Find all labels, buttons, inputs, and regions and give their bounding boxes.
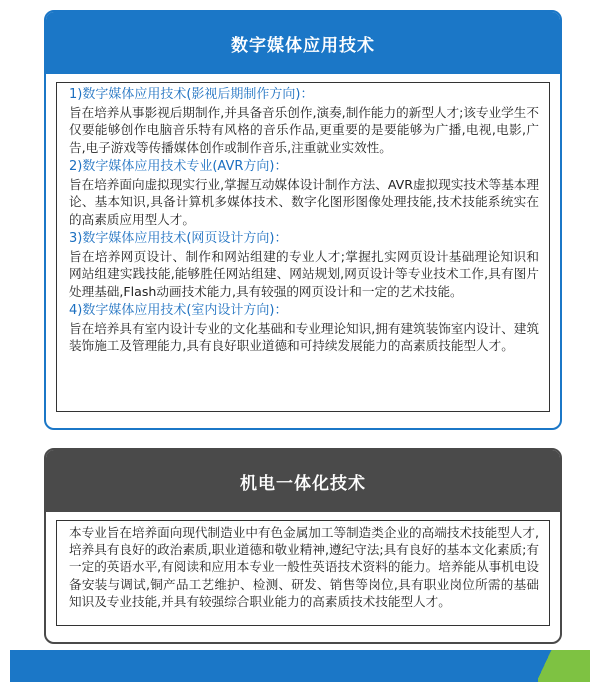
section-text: 旨在培养从事影视后期制作,并具备音乐创作,演奏,制作能力的新型人才;该专业学生不仅要能够创作电脑音乐特有风格的音乐作品,更重要的是要能够为广播,电视,电影,广告,电子游戏等传播媒体创作或制作音乐,注重就业实效性。 xyxy=(69,104,539,155)
mechatronics-text: 本专业旨在培养面向现代制造业中有色金属加工等制造类企业的高端技术技能型人才,培养具有良好的政治素质,职业道德和敬业精神,遵纪守法;具有良好的基本文化素质;有一定的英语水平,有阅读和应用本专业一般性英语技术资料的能力。培养能从事机电设备安装与调试,铜产品工艺维护、检测、研发、销售等岗位,具有职业岗位所需的基础知识及专业技能,并具有较强综合职业能力的高素质技术技能型人才。 xyxy=(69,525,539,609)
section-text: 旨在培养面向虚拟现实行业,掌握互动媒体设计制作方法、AVR虚拟现实技术等基本理论、基本知识,具备计算机多媒体技术、数字化图形图像处理技能,技术技能系统实在的高素质应用型人才。 xyxy=(69,176,539,227)
section-text: 旨在培养网页设计、制作和网站组建的专业人才;掌握扎实网页设计基础理论知识和网站组建实践技能,能够胜任网站组建、网站规划,网页设计等专业技术工作,具有图片处理基础,Flash动画技术能力,具有较强的网页设计和一定的艺术技能。 xyxy=(69,248,539,299)
section-interior-design xyxy=(69,302,539,355)
section-heading: 4)数字媒体应用技术(室内设计方向)： xyxy=(69,303,288,318)
digital-media-card-body xyxy=(56,82,550,412)
section-heading: 3)数字媒体应用技术(网页设计方向)： xyxy=(69,231,288,246)
mechatronics-card-header xyxy=(46,450,560,512)
section-film-post-production xyxy=(69,86,539,156)
section-heading: 2)数字媒体应用技术专业(AVR方向)： xyxy=(69,159,288,174)
mechatronics-card xyxy=(44,448,562,644)
footer-bar-green-accent xyxy=(538,650,590,682)
section-web-design xyxy=(69,230,539,300)
digital-media-card xyxy=(44,10,562,430)
mechatronics-card-body xyxy=(56,520,550,626)
mechatronics-card-title: 机电一体化技术 xyxy=(240,473,366,494)
footer-bar-blue xyxy=(10,650,570,682)
section-heading: 1)数字媒体应用技术(影视后期制作方向)： xyxy=(69,87,314,102)
section-avr xyxy=(69,158,539,228)
digital-media-card-title: 数字媒体应用技术 xyxy=(231,35,375,56)
digital-media-card-header xyxy=(46,12,560,74)
section-text: 旨在培养具有室内设计专业的文化基础和专业理论知识,拥有建筑装饰室内设计、建筑装饰施工及管理能力,具有良好职业道德和可持续发展能力的高素质技能型人才。 xyxy=(69,320,539,353)
footer-bar xyxy=(10,650,590,682)
